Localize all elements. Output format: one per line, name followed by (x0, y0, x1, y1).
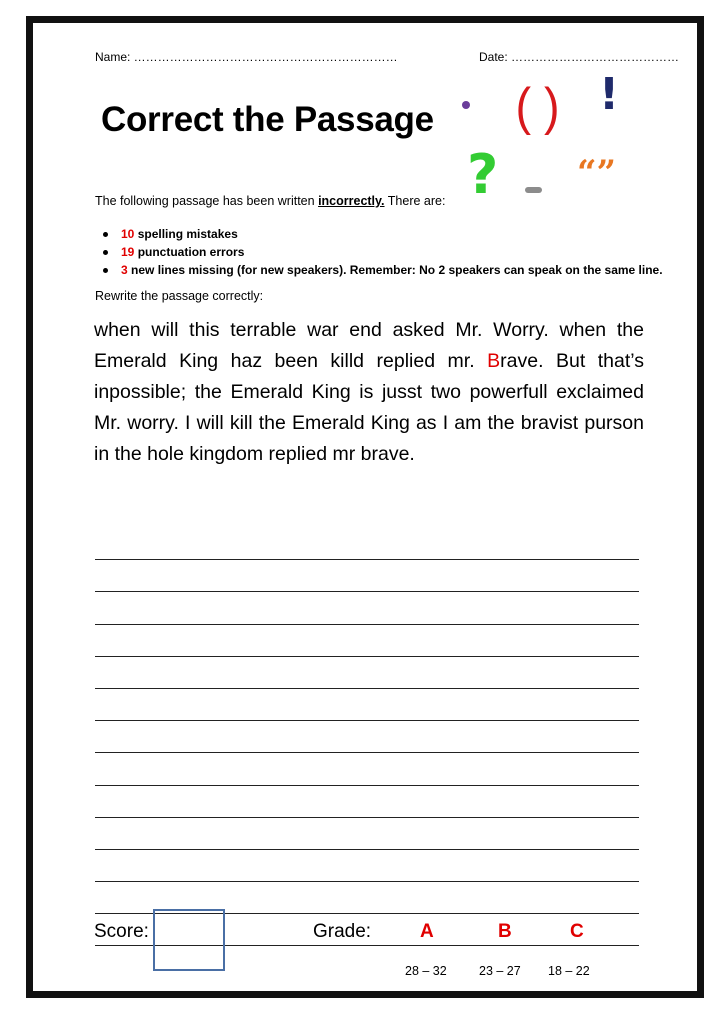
writing-line[interactable] (95, 592, 639, 624)
writing-line[interactable] (95, 528, 639, 560)
grade-c: C (570, 921, 584, 942)
writing-line[interactable] (95, 657, 639, 689)
full-stop-icon (462, 101, 470, 109)
grade-a: A (420, 921, 434, 942)
requirements-list (103, 225, 663, 279)
writing-area[interactable] (95, 528, 639, 946)
writing-line[interactable] (95, 753, 639, 785)
highlighted-letter: B (487, 350, 501, 372)
punctuation-decoration (453, 69, 653, 223)
parentheses-icon: ( ) (515, 78, 560, 136)
page-title: Correct the Passage (101, 100, 434, 139)
grade-a-range: 28 – 32 (405, 964, 447, 978)
writing-line[interactable] (95, 560, 639, 592)
worksheet-page (26, 16, 704, 998)
score-box[interactable] (153, 909, 225, 971)
score-label: Score: (94, 921, 149, 942)
writing-line[interactable] (95, 625, 639, 657)
list-item: 3 new lines missing (for new speakers). Remember: No 2 speakers can speak on the same line. (103, 261, 663, 279)
intro-text: The following passage has been written incorrectly. There are: (95, 194, 446, 208)
grade-b-range: 23 – 27 (479, 964, 521, 978)
exclamation-icon: ! (599, 69, 620, 120)
punctuation-count: 19 (121, 245, 135, 259)
writing-line[interactable] (95, 850, 639, 882)
writing-line[interactable] (95, 721, 639, 753)
writing-line[interactable] (95, 786, 639, 818)
date-field[interactable]: Date: …………………………………… (479, 50, 680, 64)
incorrectly-emphasis: incorrectly. (318, 194, 385, 208)
instruction-text: Rewrite the passage correctly: (95, 289, 264, 303)
grade-c-range: 18 – 22 (548, 964, 590, 978)
new-lines-count: 3 (121, 263, 128, 277)
grade-b: B (498, 921, 512, 942)
passage-text: when will this terrable war end asked Mr. Worry. when the Emerald King haz been killd replied mr. Brave. But that’s inpossible; the Emerald King is jusst two powerfull exclaimed Mr. worry. I will kill the Emerald King as I am the bravist purson in the hole kingdom replied mr brave. (94, 319, 645, 465)
writing-line[interactable] (95, 689, 639, 721)
list-item: 10 spelling mistakes (103, 225, 663, 243)
list-item: 19 punctuation errors (103, 243, 663, 261)
dash-icon (525, 187, 542, 193)
question-mark-icon: ? (467, 143, 499, 206)
writing-line[interactable] (95, 818, 639, 850)
grade-label: Grade: (313, 921, 372, 942)
name-field[interactable]: Name: ………………………………………………………… (95, 50, 398, 64)
quotation-marks-icon: “” (577, 153, 617, 193)
spelling-count: 10 (121, 227, 135, 241)
